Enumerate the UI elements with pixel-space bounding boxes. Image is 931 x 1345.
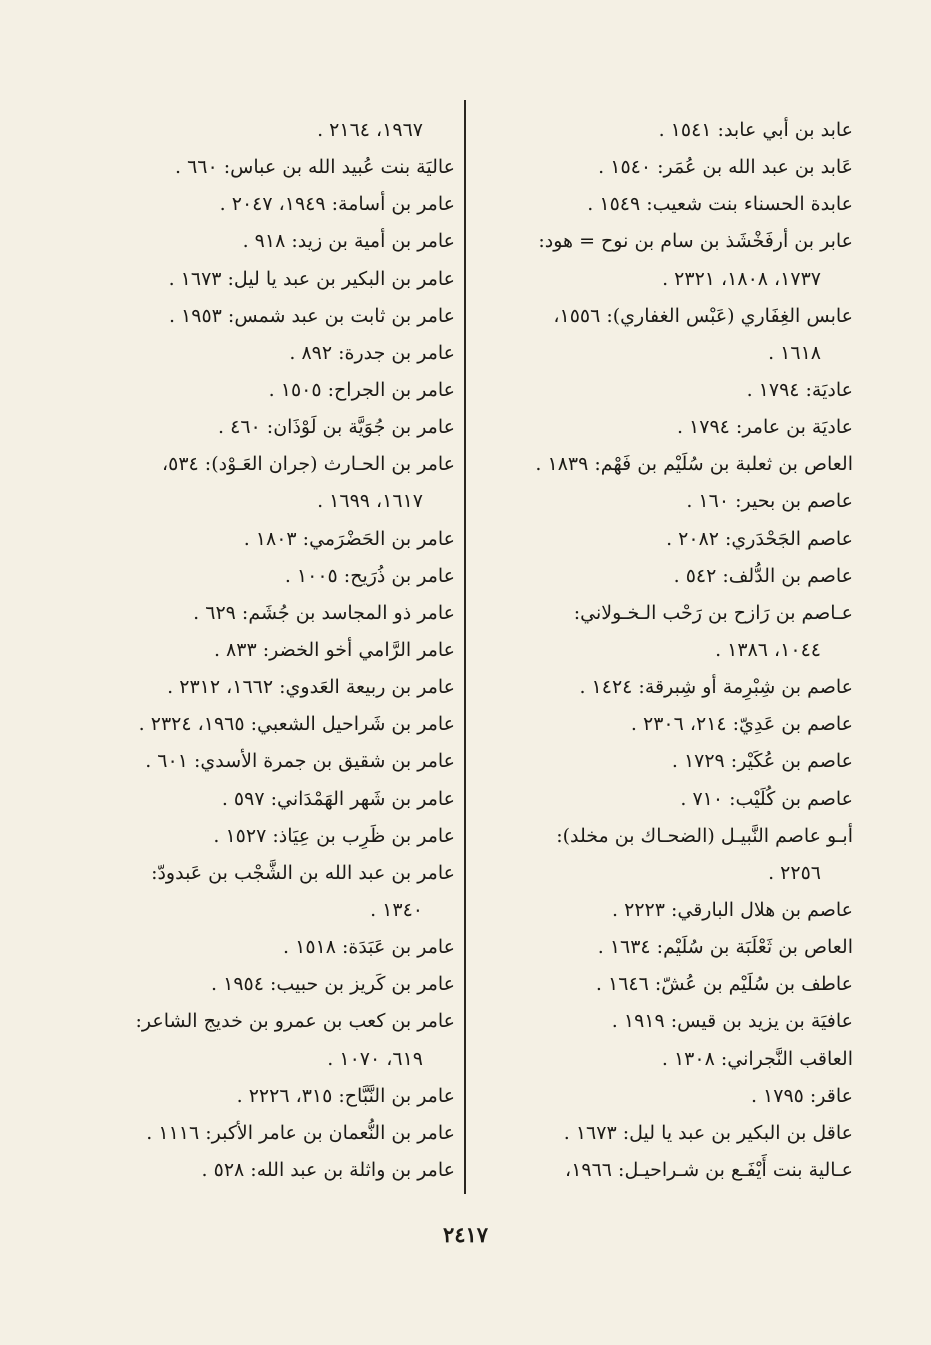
index-entry: أبـو عاصم النَّبيـل (الضحـاك بن مخلد): xyxy=(556,824,853,847)
index-entry-continuation: ٢٢٥٦ . xyxy=(768,861,821,884)
index-entry: عامر بن جُوَيَّة بن لَوْذَان: ٤٦٠ . xyxy=(218,416,455,439)
index-entry: عاصم بن هلال البارقي: ٢٢٢٣ . xyxy=(612,898,853,921)
index-entry: عامر بن الحـارث (جران العَـوْد): ٥٣٤، xyxy=(161,453,455,476)
index-entry: عامر بن شَراحيل الشعبي: ١٩٦٥، ٢٣٢٤ . xyxy=(138,713,455,736)
index-entry: عامر بن عبد الله بن الشَّجْب بن عَبدودّ: xyxy=(151,861,455,884)
index-entry: عامر بن ظَرِب بن عِيَاذ: ١٥٢٧ . xyxy=(213,824,455,847)
index-entry: عاقر: ١٧٩٥ . xyxy=(750,1084,853,1107)
index-entry: عامر بن جدرة: ٨٩٢ . xyxy=(289,341,455,364)
index-entry-continuation: ١٦١٨ . xyxy=(768,341,821,364)
index-entry: عامر بن النُّعمان بن عامر الأكبر: ١١١٦ . xyxy=(146,1121,455,1144)
index-entry: عامر بن شقيق بن جمرة الأسدي: ٦٠١ . xyxy=(145,750,455,773)
index-entry: عامر بن كَريز بن حبيب: ١٩٥٤ . xyxy=(211,973,455,996)
index-entry: عامر بن ثابت بن عبد شمس: ١٩٥٣ . xyxy=(168,304,455,327)
index-entry: عاصم بن بحير: ١٦٠ . xyxy=(686,490,853,513)
index-entry: عامر بن ربيعة العَدوي: ١٦٦٢، ٢٣١٢ . xyxy=(167,676,455,699)
index-entry-continuation: ١٣٤٠ . xyxy=(370,898,423,921)
index-entry: عابس الغِفَاري (عَبْس الغفاري): ١٥٥٦، xyxy=(553,304,853,327)
index-entry: العاص بن ثَعْلَبَة بن سُلَيْم: ١٦٣٤ . xyxy=(597,936,853,959)
index-entry-continuation: ١٩٦٧، ٢١٦٤ . xyxy=(317,119,423,141)
index-entry: عاديَة: ١٧٩٤ . xyxy=(746,378,853,401)
index-entry: عامر بن البكير بن عبد يا ليل: ١٦٧٣ . xyxy=(168,267,455,290)
index-entry: عاصم الجَحْدَري: ٢٠٨٢ . xyxy=(666,527,853,550)
index-entry: عاديَة بن عامر: ١٧٩٤ . xyxy=(676,416,853,439)
index-entry: العاص بن ثعلبة بن سُلَيْم بن فَهْم: ١٨٣٩ . xyxy=(535,453,853,476)
index-entry: عاصم بن شِبْرِمة أو شِبرقة: ١٤٢٤ . xyxy=(579,676,853,699)
index-entry: عافيَة بن يزيد بن قيس: ١٩١٩ . xyxy=(611,1010,853,1033)
index-entry: عاطف بن سُلَيْم بن عُشّ: ١٦٤٦ . xyxy=(595,973,853,996)
index-entry-continuation: ١٦١٧، ١٦٩٩ . xyxy=(317,490,423,513)
index-entry: عاقل بن البكير بن عبد يا ليل: ١٦٧٣ . xyxy=(563,1121,853,1144)
index-entry: عامر بن الجراح: ١٥٠٥ . xyxy=(268,378,455,401)
index-entry: عابد بن أبي عابد: ١٥٤١ . xyxy=(658,119,853,141)
index-entry: عامر بن النَّبَّاح: ٣١٥، ٢٢٢٦ . xyxy=(236,1084,455,1107)
index-entry-continuation: ٦١٩، ١٠٧٠ . xyxy=(327,1047,423,1070)
index-entry: عابدة الحسناء بنت شعيب: ١٥٤٩ . xyxy=(587,193,853,216)
index-entry: عَابد بن عبد الله بن عُمَر: ١٥٤٠ . xyxy=(598,156,853,179)
index-entry: عاليَة بنت عُبيد الله بن عباس: ٦٦٠ . xyxy=(175,156,455,179)
index-column-right xyxy=(475,112,853,1189)
index-entry: عاصم بن عَدِيّ: ٢١٤، ٢٣٠٦ . xyxy=(630,713,853,736)
index-entry: عـاصم بن رَازح بن رَحْب الـخـولاني: xyxy=(573,601,853,624)
index-entry: عامر بن عَبَدَة: ١٥١٨ . xyxy=(283,936,455,959)
index-entry: عاصم بن كُلَيْب: ٧١٠ . xyxy=(680,787,853,810)
index-entry-continuation: ١٠٤٤، ١٣٨٦ . xyxy=(715,638,821,661)
index-entry: عامر بن ذُرَيح: ١٠٠٥ . xyxy=(284,564,455,587)
index-entry: عامر ذو المجاسد بن جُشَم: ٦٢٩ . xyxy=(193,601,455,624)
index-entry: عاصم بن الدُّلف: ٥٤٢ . xyxy=(673,564,853,587)
index-entry: العاقب النَّجراني: ١٣٠٨ . xyxy=(661,1047,853,1070)
index-entry: عامر بن واثلة بن عبد الله: ٥٢٨ . xyxy=(201,1158,455,1181)
index-entry: عامر الرَّامي أخو الخضر: ٨٣٣ . xyxy=(213,638,455,661)
column-divider xyxy=(464,100,466,1194)
index-entry: عـالية بنت أَيْفَـع بن شـراحيـل: ١٩٦٦، xyxy=(565,1158,853,1181)
index-entry: عامر بن أسامة: ١٩٤٩، ٢٠٤٧ . xyxy=(219,193,455,216)
index-entry: عامر بن كعب بن عمرو بن خديج الشاعر: xyxy=(135,1010,455,1033)
index-entry: عاصم بن عُكَيْر: ١٧٢٩ . xyxy=(671,750,853,773)
index-entry: عابر بن أرفَخْشَذ بن سام بن نوح = هود: xyxy=(538,230,853,253)
index-entry-continuation: ١٧٣٧، ١٨٠٨، ٢٣٢١ . xyxy=(662,267,821,290)
index-column-left xyxy=(77,112,455,1189)
page-number: ٢٤١٧ xyxy=(442,1222,489,1247)
index-entry: عامر بن الحَضْرَمي: ١٨٠٣ . xyxy=(243,527,455,550)
index-entry: عامر بن أمية بن زيد: ٩١٨ . xyxy=(242,230,455,253)
index-entry: عامر بن شَهر الهَمْدَاني: ٥٩٧ . xyxy=(221,787,455,810)
